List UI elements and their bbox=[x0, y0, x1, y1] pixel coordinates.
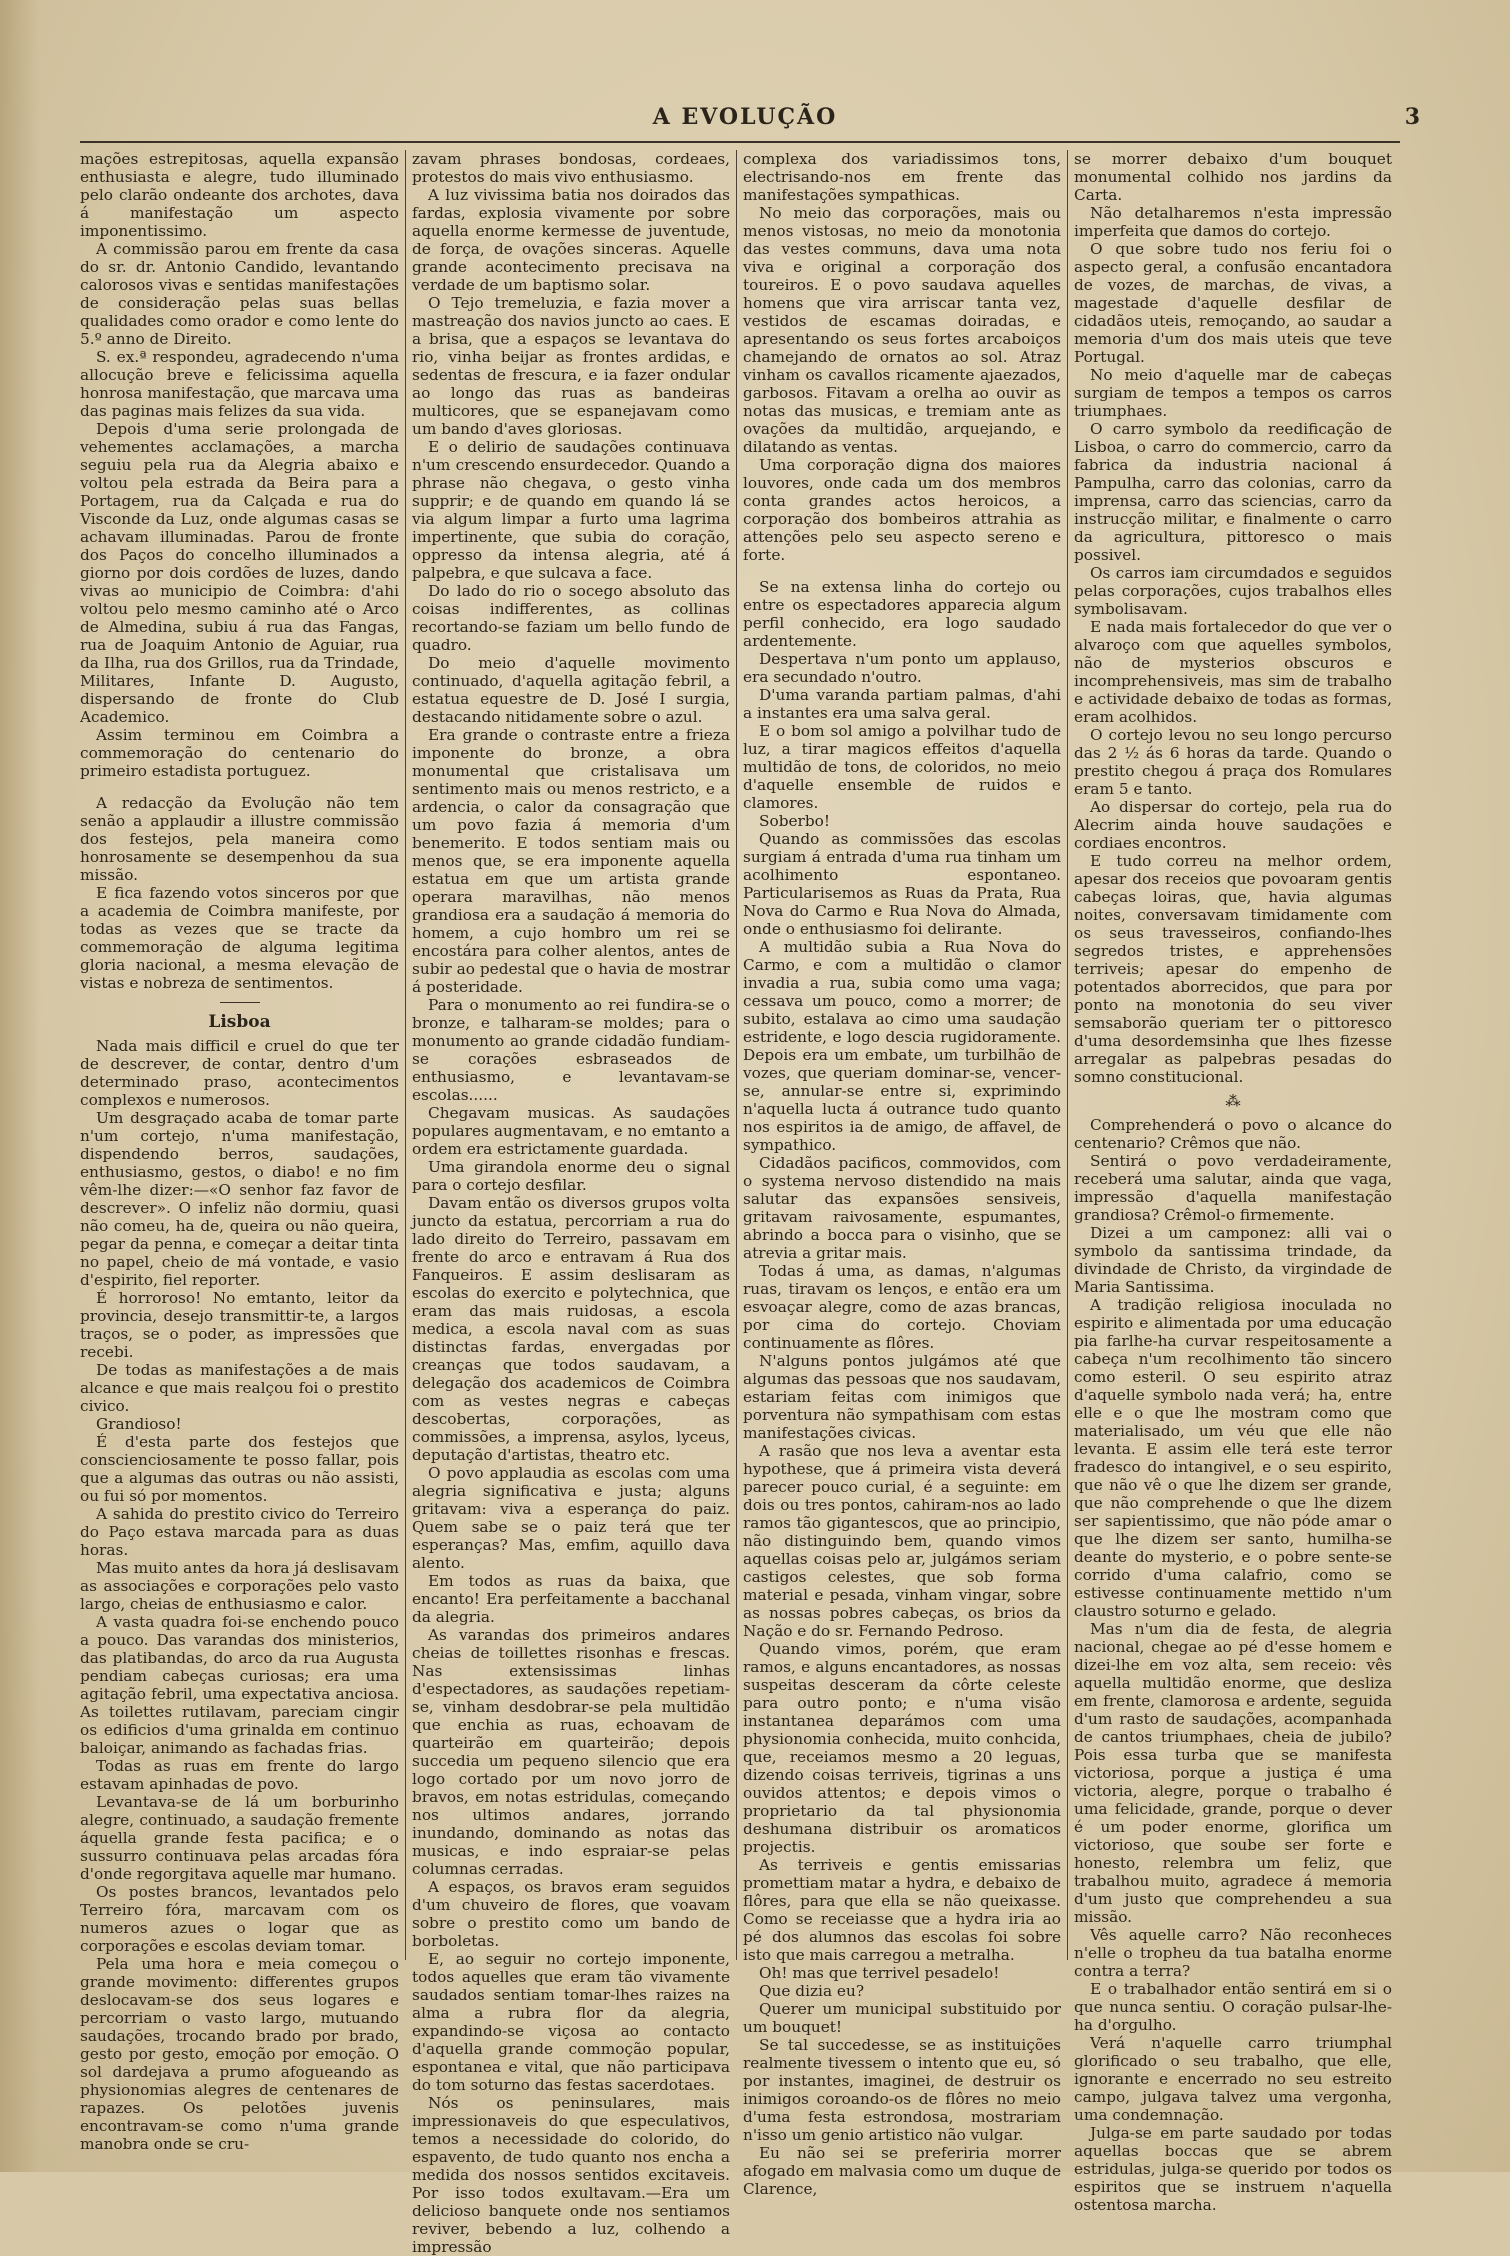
paragraph: E tudo correu na melhor ordem, apesar dos receios que povoaram gentis cabeças loiras, que, havia algumas noites, conversavam timidamente com os seus travesseiros, confiando-lhes segredos tristes, e apprehensões terriveis; apesar do empenho de potentados aborrecidos, que para por ponto na monotonia do seu viver semsaborão queriam ter o pittoresco d'uma desordemsinha que lhes fizesse arregalar as palpebras pesadas do somno constitucional. bbox=[1074, 852, 1392, 1086]
paragraph: No meio d'aquelle mar de cabeças surgiam de tempos a tempos os carros triumphaes. bbox=[1074, 366, 1392, 420]
asterism-divider: ⁂ bbox=[1225, 1092, 1241, 1110]
paragraph: Mas n'um dia de festa, de alegria nacional, chegae ao pé d'esse homem e dizei-lhe em voz alta, sem receio: vês aquella multidão enorme, que desliza em frente, clamorosa e ardente, seguida d'um rasto de saudações, acompanhada de cantos triumphaes, cheia de jubilo? Pois essa turba que se manifesta victoriosa, porque a justiça é uma victoria, alegre, porque o trabalho é uma felicidade, grande, porque o dever é um poder enorme, glorifica um victorioso, que soube ser forte e honesto, relembra um feliz, que trabalhou muito, agradece á memoria d'um justo que comprehendeu a sua missão. bbox=[1074, 1620, 1392, 1926]
paragraph: Um desgraçado acaba de tomar parte n'um cortejo, n'uma manifestação, dispendendo berros, saudações, enthusiasmo, gestos, o diabo! e no fim vêm-lhe dizer:—«O senhor faz favor de descrever». O infeliz não dormiu, quasi não comeu, ha de, queira ou não queira, pegar da penna, e começar a deitar tinta no papel, cheio de má vontade, e vasio d'espirito, fiel reporter. bbox=[80, 1109, 399, 1289]
paragraph: Em todos as ruas da baixa, que encanto! Era perfeitamente a bacchanal da alegria. bbox=[412, 1572, 730, 1626]
paragraph: Dizei a um camponez: alli vai o symbolo da santissima trindade, da divindade de Christo, da virgindade de Maria Santissima. bbox=[1074, 1224, 1392, 1296]
paragraph: Eu não sei se preferiria morrer afogado em malvasia como um duque de Clarence, bbox=[743, 2144, 1061, 2198]
paragraph: Todas as ruas em frente do largo estavam apinhadas de povo. bbox=[80, 1757, 399, 1793]
paragraph: Quando as commissões das escolas surgiam á entrada d'uma rua tinham um acolhimento espontaneo. Particularisemos as Ruas da Prata, Rua Nova do Carmo e Rua Nova do Almada, onde o enthusiasmo foi delirante. bbox=[743, 830, 1061, 938]
paragraph: Se tal succedesse, se as instituições realmente tivessem o intento que eu, só por instantes, imaginei, de destruir os inimigos coroando-os de flôres no meio d'uma festa estrondosa, mostrariam n'isso um genio artistico não vulgar. bbox=[743, 2036, 1061, 2144]
paragraph: A redacção da Evolução não tem senão a applaudir a illustre commissão dos festejos, pela maneira como honrosamente se desempenhou da sua missão. bbox=[80, 794, 399, 884]
paragraph: A rasão que nos leva a aventar esta hypothese, que á primeira vista deverá parecer pouco curial, é a seguinte: em dois ou tres pontos, cahiram-nos ao lado ramos tão gigantescos, que ao principio, não distinguindo bem, quando vimos aquellas coisas pelo ar, julgámos seriam castigos celestes, que sob forma material e pesada, vinham vingar, sobre as nossas pobres cabeças, os brios da Nação e do sr. Fernando Pedroso. bbox=[743, 1442, 1061, 1640]
column-1 bbox=[74, 150, 405, 2153]
page-edge-shadow bbox=[0, 0, 40, 2172]
paragraph: D'uma varanda partiam palmas, d'ahi a instantes era uma salva geral. bbox=[743, 686, 1061, 722]
paragraph: A espaços, os bravos eram seguidos d'um chuveiro de flores, que voavam sobre o prestito como um bando de borboletas. bbox=[412, 1878, 730, 1950]
paragraph: Uma corporação digna dos maiores louvores, onde cada um dos membros conta grandes actos heroicos, a corporação dos bombeiros attrahia as attenções pelo seu aspecto sereno e forte. bbox=[743, 456, 1061, 564]
paragraph: Assim terminou em Coimbra a commemoração do centenario do primeiro estadista portuguez. bbox=[80, 726, 399, 780]
paragraph: S. ex.ª respondeu, agradecendo n'uma allocução breve e felicissima aquella honrosa manifestação, que marcava uma das paginas mais felizes da sua vida. bbox=[80, 348, 399, 420]
paragraph: mações estrepitosas, aquella expansão enthusiasta e alegre, tudo illuminado pelo clarão ondeante dos archotes, dava á manifestação um aspecto imponentissimo. bbox=[80, 150, 399, 240]
paragraph: Nós os peninsulares, mais impressionaveis do que especulativos, temos a necessidade do colorido, do espavento, de tudo quanto nos encha a medida dos nossos sentidos excitaveis. Por isso todos exultavam.—Era um delicioso banquete onde nos sentiamos reviver, bebendo a luz, colhendo a impressão bbox=[412, 2094, 730, 2256]
paragraph: Quando vimos, porém, que eram ramos, e alguns encantadores, as nossas suspeitas desceram da côrte celeste para outro ponto; e n'uma visão instantanea deparámos com uma physionomia conhecida, muito conhcida, que, receiamos mesmo a 20 leguas, dizendo coisas terriveis, tigrinas a uns ouvidos attentos; e depois vimos o proprietario da tal physionomia deshumana distribuir os aromaticos projectis. bbox=[743, 1640, 1061, 1856]
paragraph: No meio das corporações, mais ou menos vistosas, no meio da monotonia das vestes communs, dava uma nota viva e original a corporação dos toureiros. E o povo saudava aquelles homens que vira arriscar tanta vez, vestidos de escamas doiradas, e apresentando os seus fortes arcaboiços chamejando de ornatos ao sol. Atraz vinham os cavallos ricamente ajaezados, garbosos. Fitavam a orelha ao ouvir as notas das musicas, e tremiam ante as ovações da multidão, arquejando, e dilatando as ventas. bbox=[743, 204, 1061, 456]
paragraph: A tradição religiosa inoculada no espirito e alimentada por uma educação pia farlhe-ha curvar respeitosamente a cabeça n'um recolhimento tão sincero como esteril. O seu espirito atraz d'aquelle symbolo nada verá; ha, entre elle e o que lhe mostram como que materialisado, um véu que elle não levanta. E assim elle terá este terror fradesco do intangivel, e o seu espirito, que não vê o que lhe dizem ser grande, que não comprehende o que lhe dizem ser sapientissimo, que não póde amar o que lhe dizem ser santo, humilha-se deante do mysterio, e o pobre sente-se corrido d'uma calafrio, como se estivesse continuamente mettido n'um claustro soturno e gelado. bbox=[1074, 1296, 1392, 1620]
paragraph: Davam então os diversos grupos volta juncto da estatua, percorriam a rua do lado direito do Terreiro, passavam em frente do arco e entravam á Rua dos Fanqueiros. E assim deslisaram as escolas do exercito e polytechnica, que eram das mais ruidosas, a escola medica, a escola naval com as suas distinctas fardas, envergadas por creanças que todos saudavam, a delegação dos academicos de Coimbra com as vestes negras e cabeças descobertas, corporações, as commissões, a imprensa, asylos, lyceus, deputação d'artistas, theatro etc. bbox=[412, 1194, 730, 1464]
paragraph: Era grande o contraste entre a frieza imponente do bronze, a obra monumental que cristalisava um sentimento mais ou menos restricto, e a ardencia, o calor da consagração que um povo fazia á memoria d'um benemerito. E todos sentiam mais ou menos que, se era imponente aquella estatua em que um artista grande operara maravilhas, não menos grandiosa era a saudação á memoria do homem, a cujo hombro um rei se encostára para colher alentos, antes de subir ao pedestal que o havia de mostrar á posteridade. bbox=[412, 726, 730, 996]
paragraph: As varandas dos primeiros andares cheias de toillettes risonhas e frescas. Nas extensissimas linhas d'espectadores, as saudações repetiam-se, vinham desdobrar-se pela multidão que enchia as ruas, echoavam de quarteirão em quarteirão; depois succedia um pequeno silencio que era logo cortado por um novo jorro de bravos, em notas estridulas, começando nos ultimos andares, jorrando inundando, dominando as notas das musicas, e indo espraiar-se pelas columnas cerradas. bbox=[412, 1626, 730, 1878]
paragraph: se morrer debaixo d'um bouquet monumental colhido nos jardins da Carta. bbox=[1074, 150, 1392, 204]
paragraph: Verá n'aquelle carro triumphal glorificado o seu trabalho, que elle, ignorante e encerrado no seu estreito campo, julgava talvez uma vergonha, uma condemnação. bbox=[1074, 2034, 1392, 2124]
paragraph: zavam phrases bondosas, cordeaes, protestos do mais vivo enthusiasmo. bbox=[412, 150, 730, 186]
paragraph: A sahida do prestito civico do Terreiro do Paço estava marcada para as duas horas. bbox=[80, 1505, 399, 1559]
paragraph: De todas as manifestações a de mais alcance e que mais realçou foi o prestito civico. bbox=[80, 1361, 399, 1415]
page-number: 3 bbox=[1404, 104, 1420, 130]
paragraph: A commissão parou em frente da casa do sr. dr. Antonio Candido, levantando calorosos vivas e sentidas manifestações de consideração pelas suas bellas qualidades como orador e como lente do 5.º anno de Direito. bbox=[80, 240, 399, 348]
paragraph: A vasta quadra foi-se enchendo pouco a pouco. Das varandas dos ministerios, das platibandas, do arco da rua Augusta pendiam cabeças curiosas; era uma agitação febril, uma expectativa anciosa. As toilettes rutilavam, pareciam cingir os edificios d'uma grinalda em continuo baloiçar, animando as fachadas frias. bbox=[80, 1613, 399, 1757]
paragraph: Uma girandola enorme deu o signal para o cortejo desfilar. bbox=[412, 1158, 730, 1194]
paragraph: Julga-se em parte saudado por todas aquellas boccas que se abrem estridulas, julga-se querido por todos os espiritos que se instruem n'aquella ostentosa marcha. bbox=[1074, 2124, 1392, 2214]
paragraph: E o trabalhador então sentirá em si o que nunca sentiu. O coração pulsar-lhe-ha d'orgulho. bbox=[1074, 1980, 1392, 2034]
page-header bbox=[80, 104, 1420, 144]
paragraph: Nada mais difficil e cruel do que ter de descrever, de contar, dentro d'um determinado praso, acontecimentos complexos e numerosos. bbox=[80, 1037, 399, 1109]
paragraph: O que sobre tudo nos feriu foi o aspecto geral, a confusão encantadora de vozes, de marchas, de vivas, a magestade d'aquelle desfilar de cidadãos uteis, remoçando, ao saudar a memoria d'um dos mais uteis que teve Portugal. bbox=[1074, 240, 1392, 366]
paragraph: A luz vivissima batia nos doirados das fardas, explosia vivamente por sobre aquella enorme kermesse de juventude, de força, de ovações sinceras. Aquelle grande acontecimento precisava na verdade de um baptismo solar. bbox=[412, 186, 730, 294]
paragraph: Ao dispersar do cortejo, pela rua do Alecrim ainda houve saudações e cordiaes encontros. bbox=[1074, 798, 1392, 852]
paragraph: A multidão subia a Rua Nova do Carmo, e com a multidão o clamor invadia a rua, subia como uma vaga; cessava um pouco, como a morrer; de subito, estalava ao cimo uma saudação estridente, e logo descia rugidoramente. Depois era um embate, um turbilhão de vozes, que queriam dominar-se, vencer-se, annular-se entre si, exprimindo n'aquella lucta á outrance tudo quanto nos espiritos ia de amigo, de affavel, de sympathico. bbox=[743, 938, 1061, 1154]
paragraph: Querer um municipal substituido por um bouquet! bbox=[743, 2000, 1061, 2036]
paragraph: Oh! mas que terrivel pesadelo! bbox=[759, 1964, 1000, 1982]
paragraph: Chegavam musicas. As saudações populares augmentavam, e no emtanto a ordem era estrictamente guardada. bbox=[412, 1104, 730, 1158]
header-rule bbox=[80, 141, 1400, 143]
column-3 bbox=[736, 150, 1067, 2198]
paragraph: Soberbo! bbox=[759, 812, 830, 830]
paragraph: Todas á uma, as damas, n'algumas ruas, tiravam os lenços, e então era um esvoaçar alegre, como de azas brancas, por cima do cortejo. Choviam continuamente as flôres. bbox=[743, 1262, 1061, 1352]
paragraph: O Tejo tremeluzia, e fazia mover a mastreação dos navios juncto ao caes. E a brisa, que a espaços se levantava do rio, vinha beijar as frontes ardidas, e sedentas de frescura, e ia fazer ondular ao longo das ruas as bandeiras multicores, que se espanejavam como um bando d'aves gloriosas. bbox=[412, 294, 730, 438]
paragraph: Despertava n'um ponto um applauso, era secundado n'outro. bbox=[743, 650, 1061, 686]
paragraph: Comprehenderá o povo o alcance do centenario? Crêmos que não. bbox=[1074, 1116, 1392, 1152]
paragraph: E fica fazendo votos sinceros por que a academia de Coimbra manifeste, por todas as vezes que se tracte da commemoração de alguma legitima gloria nacional, a mesma elevação de vistas e nobreza de sentimentos. bbox=[80, 884, 399, 992]
paragraph: As terriveis e gentis emissarias promettiam matar a hydra, e debaixo de flôres, para que ella se não queixasse. Como se receiasse que a hydra iria ao pé dos alumnos das escolas foi sobre isto que mais carregou a metralha. bbox=[743, 1856, 1061, 1964]
paragraph: Grandioso! bbox=[96, 1415, 182, 1433]
paragraph: Depois d'uma serie prolongada de vehementes acclamações, a marcha seguiu pela rua da Alegria abaixo e voltou pela estrada da Beira para a Portagem, rua da Calçada e rua do Visconde da Luz, onde algumas casas se achavam illuminadas. Parou de fronte dos Paços do concelho illuminados a giorno por dois cordões de luzes, dando vivas ao municipio de Coimbra: d'ahi voltou pelo mesmo caminho até o Arco de Almedina, subiu á rua das Fangas, rua de Joaquim Antonio de Aguiar, rua da Ilha, rua dos Grillos, rua da Trindade, Militares, Infante D. Augusto, dispersando de fronte do Club Academico. bbox=[80, 420, 399, 726]
paragraph: E, ao seguir no cortejo imponente, todos aquelles que eram tão vivamente saudados sentiam tomar-lhes raizes na alma a rubra flor da alegria, expandindo-se viçosa ao contacto d'aquella grande commoção popular, espontanea e vital, que não participava do tom soturno das festas sacerdotaes. bbox=[412, 1950, 730, 2094]
paragraph: Pela uma hora e meia começou o grande movimento: differentes grupos deslocavam-se dos seus logares e percorriam o vasto largo, mutuando saudações, trocando brado por brado, gesto por gesto, emoção por emoção. O sol dardejava a prumo afogueando as physionomias alegres de centenares de rapazes. Os pelotões juvenis encontravam-se como n'uma grande manobra onde se cru- bbox=[80, 1955, 399, 2153]
section-title: Lisboa bbox=[208, 1012, 271, 1032]
paragraph: Não detalharemos n'esta impressão imperfeita que damos do cortejo. bbox=[1074, 204, 1392, 240]
paragraph: O cortejo levou no seu longo percurso das 2 ½ ás 6 horas da tarde. Quando o prestito chegou á praça dos Romulares eram 5 e tanto. bbox=[1074, 726, 1392, 798]
paragraph: É d'esta parte dos festejos que conscienciosamente te posso fallar, pois que a algumas das outras ou não assisti, ou fui só por momentos. bbox=[80, 1433, 399, 1505]
paragraph: Levantava-se de lá um borburinho alegre, continuado, a saudação fremente áquella grande festa pacifica; e o sussurro continuava pelas arcadas fóra d'onde regorgitava aquelle mar humano. bbox=[80, 1793, 399, 1883]
paragraph: complexa dos variadissimos tons, electrisando-nos em frente das manifestações sympathicas. bbox=[743, 150, 1061, 204]
paragraph: O carro symbolo da reedificação de Lisboa, o carro do commercio, carro da fabrica da industria nacional á Pampulha, carro das colonias, carro da imprensa, carro das sciencias, carro da instrucção militar, e finalmente o carro da agricultura, pittoresco o mais possivel. bbox=[1074, 420, 1392, 564]
paragraph: Se na extensa linha do cortejo ou entre os espectadores apparecia algum perfil conhecido, era logo saudado ardentemente. bbox=[743, 578, 1061, 650]
paragraph: Do lado do rio o socego absoluto das coisas indifferentes, as collinas recortando-se faziam um bello fundo de quadro. bbox=[412, 582, 730, 654]
paragraph: E nada mais fortalecedor do que ver o alvaroço com que aquelles symbolos, não de mysterios obscuros e incomprehensiveis, mas sim de trabalho e actividade debaixo de todas as formas, eram acolhidos. bbox=[1074, 618, 1392, 726]
paragraph: O povo applaudia as escolas com uma alegria significativa e justa; alguns gritavam: viva a esperança do paiz. Quem sabe se o paiz terá que ter esperanças? Mas, emfim, aquillo dava alento. bbox=[412, 1464, 730, 1572]
column-2 bbox=[405, 150, 736, 2256]
masthead: A EVOLUÇÃO bbox=[652, 104, 838, 130]
paragraph: Vês aquelle carro? Não reconheces n'elle o tropheu da tua batalha enorme contra a terra? bbox=[1074, 1926, 1392, 1980]
paragraph: Os postes brancos, levantados pelo Terreiro fóra, marcavam com os numeros azues o logar que as corporações e escolas deviam tomar. bbox=[80, 1883, 399, 1955]
paragraph: Sentirá o povo verdadeiramente, receberá uma salutar, ainda que vaga, impressão d'aquella manifestação grandiosa? Crêmol-o firmemente. bbox=[1074, 1152, 1392, 1224]
paragraph: N'alguns pontos julgámos até que algumas das pessoas que nos saudavam, estariam feitas com inimigos que porventura não sympathisam com estas manifestações civicas. bbox=[743, 1352, 1061, 1442]
article-columns bbox=[74, 150, 1410, 2256]
paragraph: É horroroso! No emtanto, leitor da provincia, desejo transmittir-te, a largos traços, se o poder, as impressões que recebi. bbox=[80, 1289, 399, 1361]
paragraph: Que dizia eu? bbox=[759, 1982, 865, 2000]
paragraph: Os carros iam circumdados e seguidos pelas corporações, cujos trabalhos elles symbolisavam. bbox=[1074, 564, 1392, 618]
paragraph: Do meio d'aquelle movimento continuado, d'aquella agitação febril, a estatua equestre de D. José I surgia, destacando nitidamente sobre o azul. bbox=[412, 654, 730, 726]
paragraph: Mas muito antes da hora já deslisavam as associações e corporações pelo vasto largo, cheias de enthusiasmo e calor. bbox=[80, 1559, 399, 1613]
paragraph: E o delirio de saudações continuava n'um crescendo ensurdecedor. Quando a phrase não chegava, o gesto vinha supprir; e de quando em quando lá se via algum limpar a furto uma lagrima impertinente, que subia do coração, oppresso da intensa alegria, até á palpebra, e que sulcava a face. bbox=[412, 438, 730, 582]
paragraph: Para o monumento ao rei fundira-se o bronze, e talharam-se moldes; para o monumento ao grande cidadão fundiam-se corações esbraseados de enthusiasmo, e levantavam-se escolas...... bbox=[412, 996, 730, 1104]
paragraph: Cidadãos pacificos, commovidos, com o systema nervoso distendido na mais salutar das expansões sensiveis, gritavam raivosamente, espumantes, abrindo a bocca para o visinho, que se atrevia a gritar mais. bbox=[743, 1154, 1061, 1262]
column-4 bbox=[1067, 150, 1398, 2214]
section-divider bbox=[220, 1002, 260, 1003]
paragraph: E o bom sol amigo a polvilhar tudo de luz, a tirar magicos effeitos d'aquella multidão de tons, de coloridos, no meio d'aquelle ensemble de ruidos e clamores. bbox=[743, 722, 1061, 812]
